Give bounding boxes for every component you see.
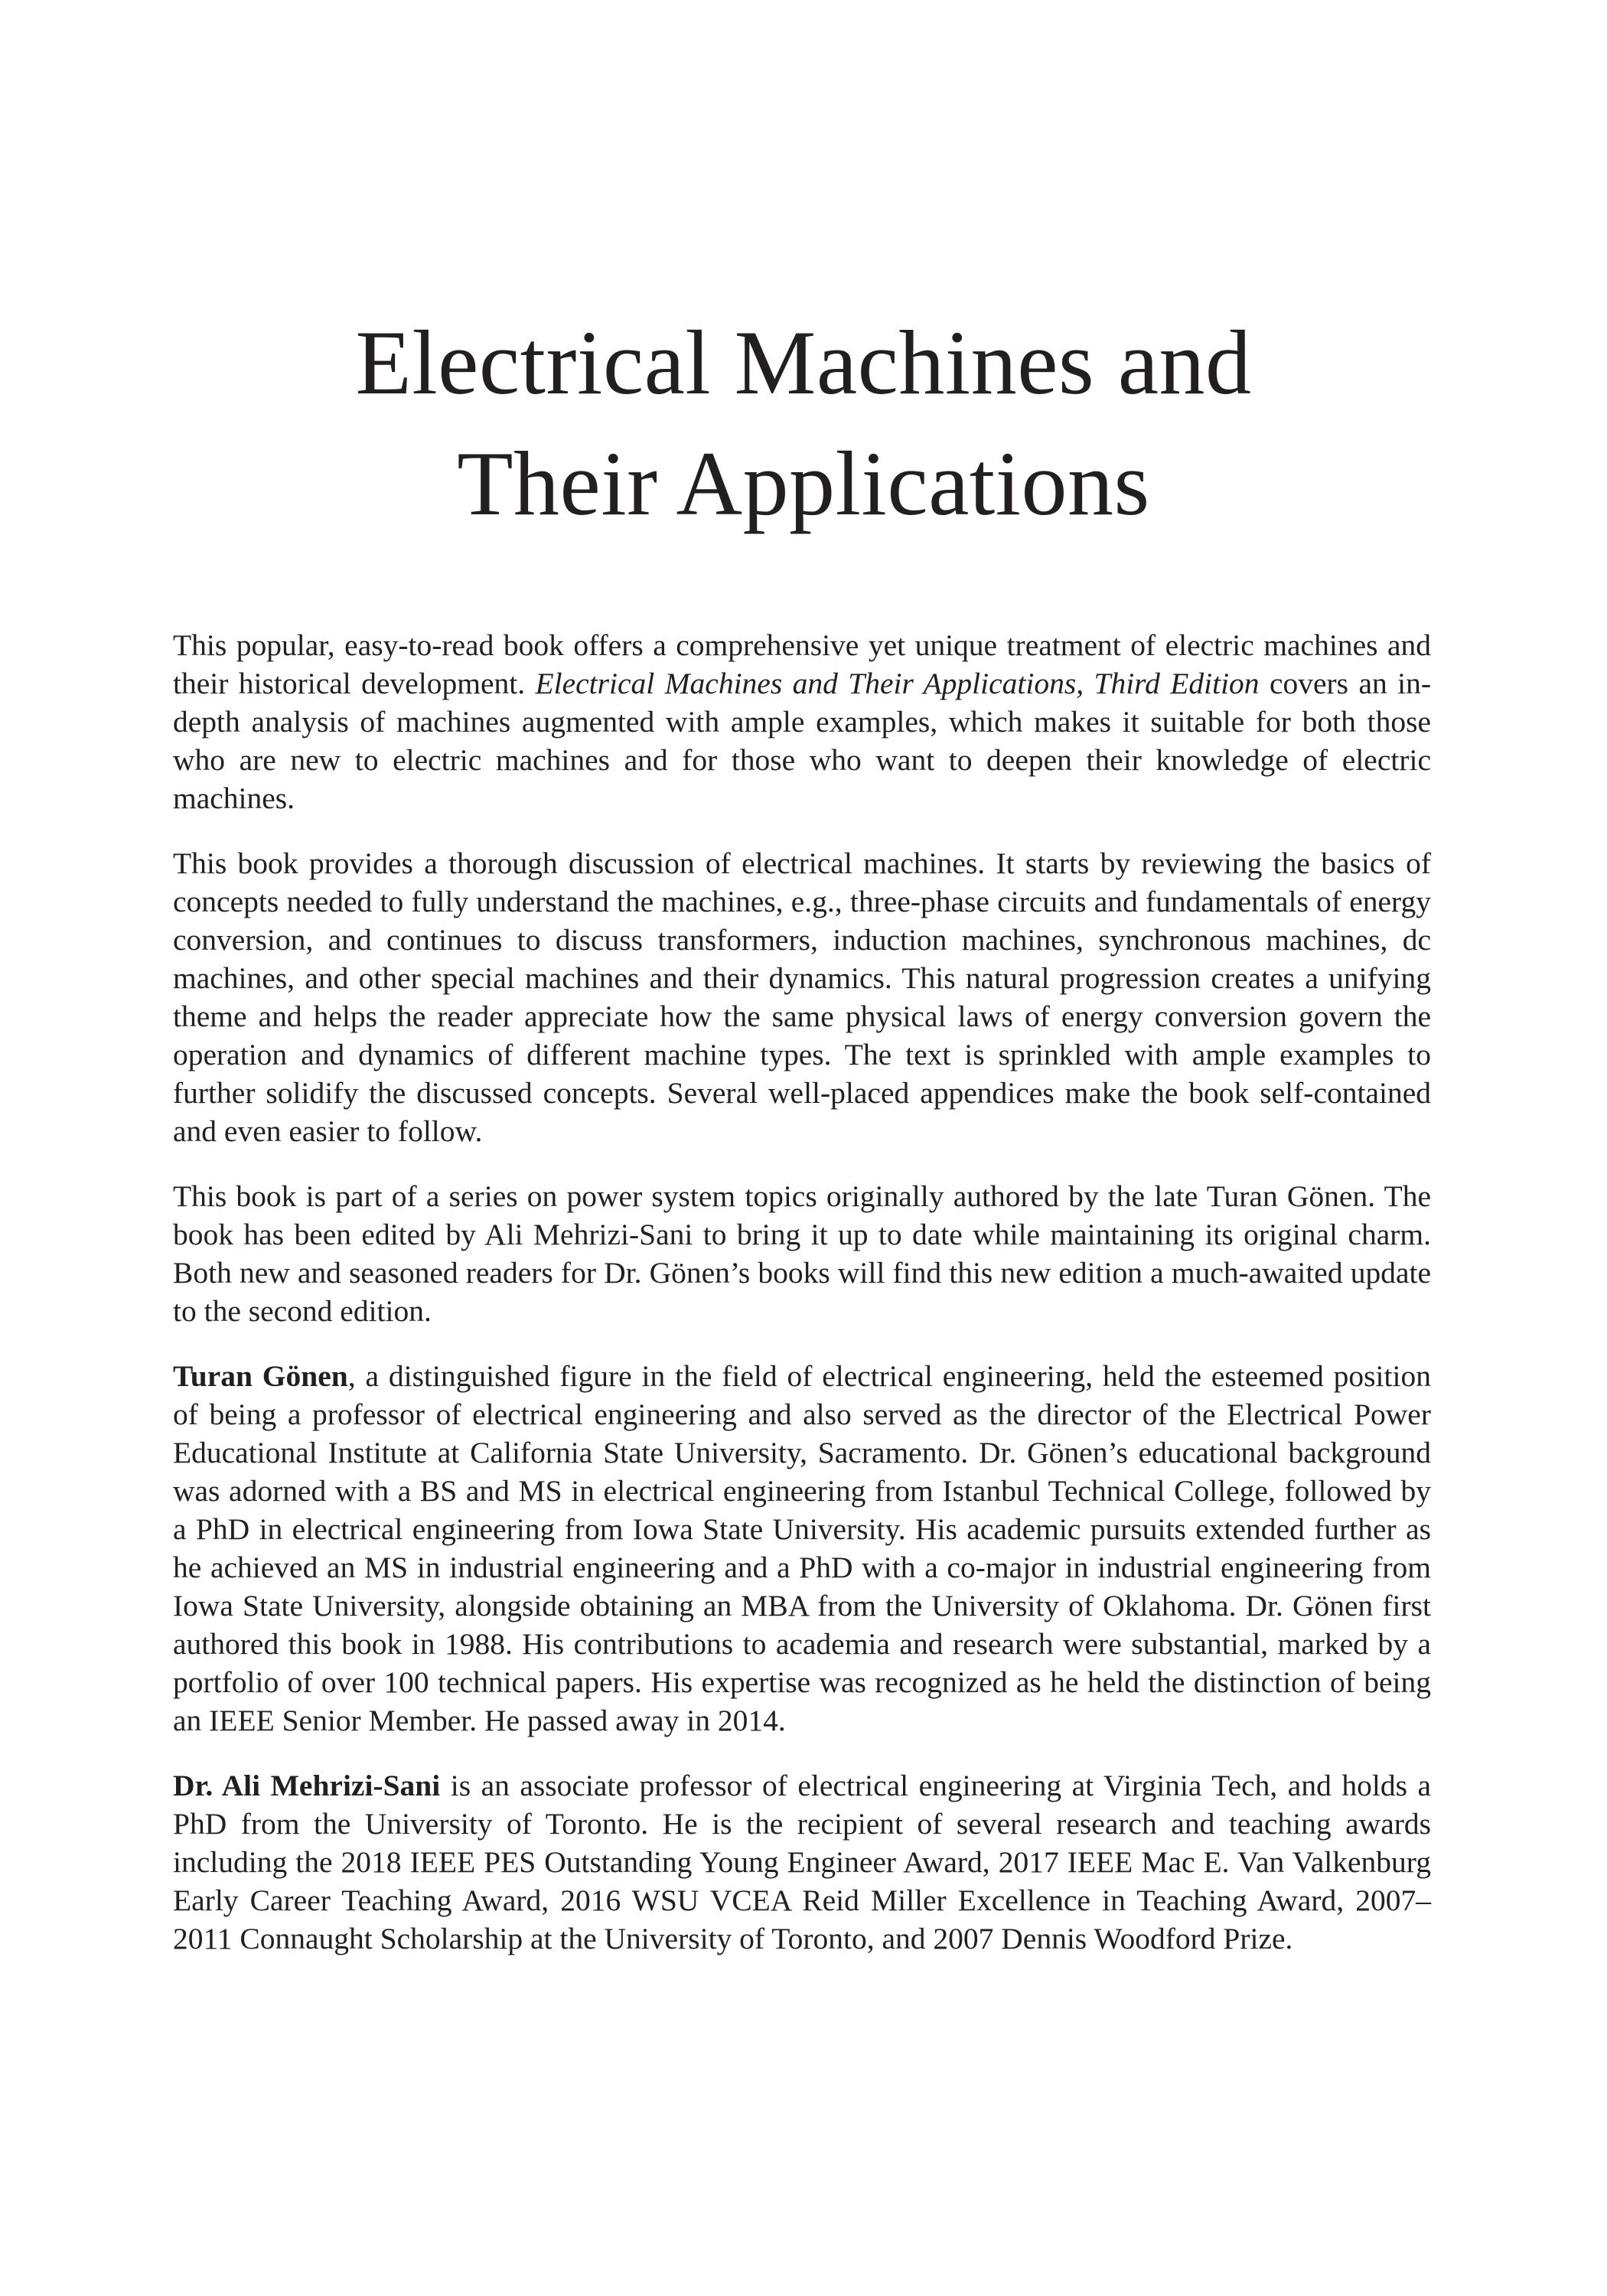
- series-paragraph: This book is part of a series on power system topics originally authored by the late Turan Gönen. The book has been edited by Ali Mehrizi-Sani to bring it up to date while maintaining its original charm. Both new and seasoned readers for Dr. Gönen’s books will find this new edition a much-awaited update to the second edition.: [173, 1179, 1431, 1328]
- title-line-1: Electrical Machines and: [355, 311, 1252, 413]
- description-text-start: This popular, easy-to-read book offers a comprehensive yet unique treatment of electric machines and their historical development.: [173, 628, 1431, 700]
- book-description-paragraph: [173, 626, 1431, 817]
- author-bio-gonen: [173, 1357, 1431, 1740]
- page-title: [0, 302, 1607, 544]
- author-name-mehrizi-sani: Dr. Ali Mehrizi-Sani: [173, 1769, 441, 1802]
- author-name-gonen: Turan Gönen: [173, 1359, 348, 1393]
- book-contents-paragraph: This book provides a thorough discussion of electrical machines. It starts by reviewing the basics of concepts needed to fully understand the machines, e.g., three-phase circuits and fundamentals of energy conversion, and continues to discuss transformers, induction machines, synchronous machines, dc machines, and other special machines and their dynamics. This natural progression creates a unifying theme and helps the reader appreciate how the same physical laws of energy conversion govern the operation and dynamics of different machine types. The text is sprinkled with ample examples to further solidify the discussed concepts. Several well-placed appendices make the book self-contained and even easier to follow.: [173, 846, 1431, 1148]
- author-bio-gonen-text: , a distinguished figure in the field of electrical engineering, held the esteemed position of being a professor of electrical engineering and also served as the director of the Electrical Power Educational Institute at California State University, Sacramento. Dr. Gönen’s educational background was adorned with a BS and MS in electrical engineering from Istanbul Technical College, followed by a PhD in electrical engineering from Iowa State University. His academic pursuits extended further as he achieved an MS in industrial engineering and a PhD with a co-major in industrial engineering from Iowa State University, alongside obtaining an MBA from the University of Oklahoma. Dr. Gönen first authored this book in 1988. His contributions to academia and research were substantial, marked by a portfolio of over 100 technical papers. His expertise was recognized as he held the distinction of being an IEEE Senior Member. He passed away in 2014.: [173, 1359, 1431, 1737]
- author-bio-mehrizi-sani-text: is an associate professor of electrical engineering at Virginia Tech, and holds a PhD from the University of Toronto. He is the recipient of several research and teaching awards including the 2018 IEEE PES Outstanding Young Engineer Award, 2017 IEEE Mac E. Van Valkenburg Early Career Teaching Award, 2016 WSU VCEA Reid Miller Excellence in Teaching Award, 2007–2011 Connaught Scholarship at the University of Toronto, and 2007 Dennis Woodford Prize.: [173, 1769, 1431, 1955]
- book-title-italic: Electrical Machines and Their Applications, Third Edition: [535, 667, 1260, 700]
- author-bio-mehrizi-sani: [173, 1766, 1431, 1958]
- back-cover-copy: [173, 626, 1431, 1985]
- description-text-end: covers an in-depth analysis of machines augmented with ample examples, which makes it suitable for both those who are new to electric machines and for those who want to deepen their knowledge of electric machines.: [173, 667, 1432, 815]
- title-line-2: Their Applications: [457, 432, 1150, 534]
